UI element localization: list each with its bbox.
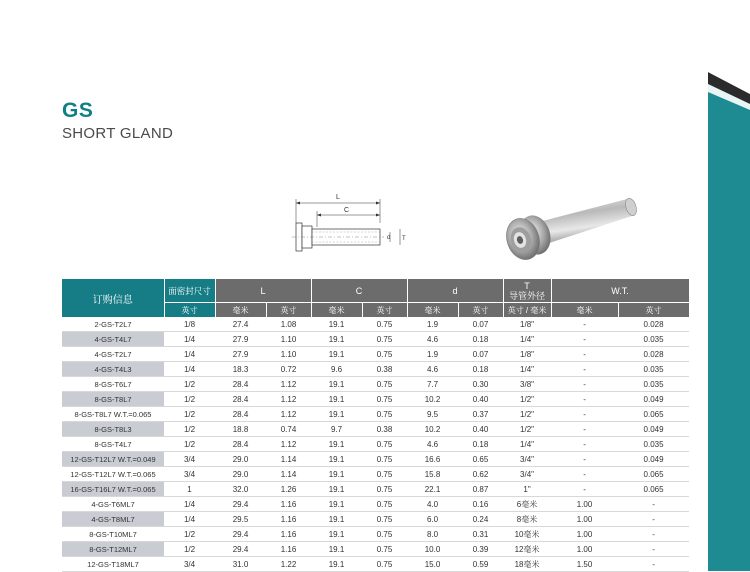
subheader-c-mm: 毫米	[311, 303, 362, 318]
cell-c-in: 0.38	[362, 362, 407, 377]
cell-part-number: 8-GS-T4L7	[62, 437, 164, 452]
cell-l-mm: 27.9	[215, 332, 266, 347]
cell-l-in: 1.16	[266, 527, 311, 542]
cell-wt-in: 0.049	[618, 452, 689, 467]
cell-l-mm: 32.0	[215, 482, 266, 497]
cell-c-in: 0.75	[362, 497, 407, 512]
cell-l-in: 1.16	[266, 542, 311, 557]
subheader-l-in: 英寸	[266, 303, 311, 318]
subheader-l-mm: 毫米	[215, 303, 266, 318]
cell-d-in: 0.87	[458, 482, 503, 497]
cell-d-mm: 15.8	[407, 467, 458, 482]
cell-d-in: 0.18	[458, 332, 503, 347]
cell-tube-od: 3/4"	[503, 452, 551, 467]
cell-d-mm: 4.0	[407, 497, 458, 512]
cell-wt-mm: -	[551, 362, 618, 377]
cell-l-in: 1.12	[266, 392, 311, 407]
cell-wt-mm: -	[551, 347, 618, 362]
cell-wt-in: 0.035	[618, 332, 689, 347]
cell-l-mm: 18.8	[215, 422, 266, 437]
product-photo	[495, 185, 640, 265]
cell-l-mm: 29.4	[215, 497, 266, 512]
cell-d-in: 0.59	[458, 557, 503, 572]
cell-part-number: 8-GS-T8L3	[62, 422, 164, 437]
cell-c-mm: 19.1	[311, 437, 362, 452]
cell-part-number: 2-GS-T2L7	[62, 317, 164, 332]
cell-part-number: 8-GS-T10ML7	[62, 527, 164, 542]
cell-l-in: 0.72	[266, 362, 311, 377]
drawing-label-l: L	[336, 194, 340, 201]
cell-seal-size: 1/2	[164, 527, 215, 542]
table-row	[62, 332, 689, 347]
cell-part-number: 4-GS-T8ML7	[62, 512, 164, 527]
cell-c-in: 0.75	[362, 407, 407, 422]
cell-tube-od: 1/4"	[503, 332, 551, 347]
cell-tube-od: 3/8"	[503, 377, 551, 392]
cell-d-in: 0.40	[458, 392, 503, 407]
cell-tube-od: 3/4"	[503, 467, 551, 482]
header-d: d	[407, 279, 503, 303]
cell-d-mm: 4.6	[407, 437, 458, 452]
cell-tube-od: 1/2"	[503, 392, 551, 407]
cell-l-in: 1.12	[266, 377, 311, 392]
technical-drawing	[280, 185, 420, 265]
table-row	[62, 542, 689, 557]
cell-d-mm: 9.5	[407, 407, 458, 422]
cell-wt-in: 0.065	[618, 482, 689, 497]
header-l: L	[215, 279, 311, 303]
cell-part-number: 4-GS-T4L7	[62, 332, 164, 347]
cell-c-mm: 19.1	[311, 497, 362, 512]
cell-l-mm: 29.0	[215, 467, 266, 482]
subheader-d-in: 英寸	[458, 303, 503, 318]
cell-d-mm: 4.6	[407, 332, 458, 347]
cell-c-mm: 19.1	[311, 557, 362, 572]
page-subtitle: SHORT GLAND	[62, 125, 174, 142]
cell-c-in: 0.75	[362, 347, 407, 362]
cell-wt-in: 0.065	[618, 467, 689, 482]
cell-l-in: 0.74	[266, 422, 311, 437]
cell-seal-size: 1/2	[164, 392, 215, 407]
cell-l-in: 1.14	[266, 467, 311, 482]
cell-wt-in: 0.028	[618, 317, 689, 332]
cell-wt-mm: -	[551, 407, 618, 422]
cell-d-mm: 22.1	[407, 482, 458, 497]
cell-c-in: 0.75	[362, 557, 407, 572]
cell-seal-size: 1/2	[164, 377, 215, 392]
cell-d-in: 0.18	[458, 362, 503, 377]
cell-tube-od: 6毫米	[503, 497, 551, 512]
cell-l-mm: 28.4	[215, 437, 266, 452]
header-seal-size: 面密封尺寸	[164, 279, 215, 303]
table-row	[62, 392, 689, 407]
cell-wt-mm: -	[551, 332, 618, 347]
cell-l-in: 1.22	[266, 557, 311, 572]
cell-c-mm: 19.1	[311, 527, 362, 542]
cell-d-in: 0.62	[458, 467, 503, 482]
table-row	[62, 422, 689, 437]
cell-wt-mm: -	[551, 377, 618, 392]
cell-d-in: 0.37	[458, 407, 503, 422]
table-row	[62, 467, 689, 482]
table-row	[62, 347, 689, 362]
drawing-label-c: C	[344, 207, 350, 214]
cell-part-number: 8-GS-T8L7 W.T.=0.065	[62, 407, 164, 422]
cell-d-mm: 4.6	[407, 362, 458, 377]
cell-wt-mm: 1.00	[551, 542, 618, 557]
header-t-symbol: T	[524, 280, 530, 291]
cell-tube-od: 18毫米	[503, 557, 551, 572]
cell-d-in: 0.30	[458, 377, 503, 392]
cell-l-mm: 18.3	[215, 362, 266, 377]
cell-d-in: 0.07	[458, 317, 503, 332]
header-order-info: 订购信息	[62, 279, 164, 317]
table-row	[62, 377, 689, 392]
cell-d-in: 0.07	[458, 347, 503, 362]
cell-l-mm: 28.4	[215, 392, 266, 407]
cell-c-mm: 19.1	[311, 452, 362, 467]
subheader-c-in: 英寸	[362, 303, 407, 318]
subheader-d-mm: 毫米	[407, 303, 458, 318]
cell-d-mm: 8.0	[407, 527, 458, 542]
cell-wt-mm: 1.50	[551, 557, 618, 572]
cell-wt-in: 0.065	[618, 407, 689, 422]
cell-l-in: 1.12	[266, 437, 311, 452]
table-body	[62, 317, 689, 572]
cell-l-in: 1.10	[266, 347, 311, 362]
cell-c-in: 0.75	[362, 542, 407, 557]
cell-tube-od: 1/8"	[503, 347, 551, 362]
cell-d-mm: 16.6	[407, 452, 458, 467]
cell-c-in: 0.75	[362, 467, 407, 482]
cell-tube-od: 1/4"	[503, 362, 551, 377]
subheader-wt-mm: 毫米	[551, 303, 618, 318]
cell-seal-size: 1/2	[164, 407, 215, 422]
cell-c-mm: 19.1	[311, 317, 362, 332]
cell-part-number: 8-GS-T8L7	[62, 392, 164, 407]
header-t-desc: 导管外径	[509, 290, 546, 301]
cell-d-in: 0.24	[458, 512, 503, 527]
cell-l-mm: 29.4	[215, 527, 266, 542]
drawing-label-d: d	[387, 235, 391, 241]
table-row	[62, 362, 689, 377]
cell-l-mm: 29.0	[215, 452, 266, 467]
cell-tube-od: 10毫米	[503, 527, 551, 542]
cell-wt-in: 0.035	[618, 362, 689, 377]
cell-l-mm: 27.9	[215, 347, 266, 362]
cell-l-mm: 29.5	[215, 512, 266, 527]
page-edge-decoration	[708, 0, 750, 571]
cell-wt-in: -	[618, 512, 689, 527]
cell-c-mm: 19.1	[311, 407, 362, 422]
cell-part-number: 12-GS-T12L7 W.T.=0.065	[62, 467, 164, 482]
cell-wt-in: -	[618, 542, 689, 557]
cell-c-in: 0.75	[362, 317, 407, 332]
cell-c-mm: 19.1	[311, 482, 362, 497]
cell-tube-od: 1"	[503, 482, 551, 497]
cell-d-mm: 10.2	[407, 392, 458, 407]
cell-wt-in: 0.049	[618, 392, 689, 407]
cell-c-mm: 19.1	[311, 377, 362, 392]
cell-c-in: 0.75	[362, 527, 407, 542]
cell-wt-mm: -	[551, 317, 618, 332]
cell-wt-in: -	[618, 497, 689, 512]
cell-l-mm: 27.4	[215, 317, 266, 332]
cell-l-mm: 31.0	[215, 557, 266, 572]
table-row	[62, 452, 689, 467]
cell-l-mm: 28.4	[215, 377, 266, 392]
cell-seal-size: 1/4	[164, 362, 215, 377]
cell-seal-size: 1/2	[164, 542, 215, 557]
cell-seal-size: 1/4	[164, 497, 215, 512]
cell-c-in: 0.75	[362, 377, 407, 392]
table-row	[62, 512, 689, 527]
cell-wt-mm: 1.00	[551, 512, 618, 527]
cell-d-mm: 10.0	[407, 542, 458, 557]
cell-wt-in: 0.035	[618, 377, 689, 392]
cell-l-in: 1.10	[266, 332, 311, 347]
cell-l-mm: 28.4	[215, 407, 266, 422]
cell-wt-mm: 1.00	[551, 497, 618, 512]
cell-c-in: 0.75	[362, 332, 407, 347]
cell-l-in: 1.08	[266, 317, 311, 332]
cell-c-mm: 19.1	[311, 512, 362, 527]
cell-d-mm: 7.7	[407, 377, 458, 392]
cell-seal-size: 3/4	[164, 452, 215, 467]
cell-wt-mm: 1.00	[551, 527, 618, 542]
cell-d-in: 0.31	[458, 527, 503, 542]
cell-c-mm: 19.1	[311, 347, 362, 362]
cell-wt-mm: -	[551, 422, 618, 437]
cell-c-mm: 19.1	[311, 467, 362, 482]
cell-seal-size: 1/2	[164, 437, 215, 452]
cell-c-in: 0.38	[362, 422, 407, 437]
cell-part-number: 4-GS-T2L7	[62, 347, 164, 362]
cell-c-in: 0.75	[362, 437, 407, 452]
cell-part-number: 4-GS-T4L3	[62, 362, 164, 377]
table-row	[62, 497, 689, 512]
cell-wt-in: 0.035	[618, 437, 689, 452]
cell-tube-od: 1/2"	[503, 422, 551, 437]
page-title: GS	[62, 99, 94, 122]
cell-part-number: 4-GS-T6ML7	[62, 497, 164, 512]
cell-d-mm: 1.9	[407, 317, 458, 332]
cell-l-in: 1.16	[266, 497, 311, 512]
cell-part-number: 12-GS-T12L7 W.T.=0.049	[62, 452, 164, 467]
table-row	[62, 527, 689, 542]
cell-seal-size: 3/4	[164, 557, 215, 572]
cell-tube-od: 12毫米	[503, 542, 551, 557]
cell-tube-od: 1/2"	[503, 407, 551, 422]
cell-d-in: 0.39	[458, 542, 503, 557]
table-header-row	[62, 279, 689, 303]
cell-tube-od: 1/8"	[503, 317, 551, 332]
spec-table	[62, 279, 690, 572]
cell-c-in: 0.75	[362, 482, 407, 497]
cell-d-in: 0.40	[458, 422, 503, 437]
table-row	[62, 407, 689, 422]
cell-part-number: 8-GS-T12ML7	[62, 542, 164, 557]
cell-seal-size: 1/8	[164, 317, 215, 332]
cell-c-mm: 19.1	[311, 542, 362, 557]
table-row	[62, 557, 689, 572]
cell-wt-mm: -	[551, 392, 618, 407]
cell-part-number: 16-GS-T16L7 W.T.=0.065	[62, 482, 164, 497]
table-row	[62, 317, 689, 332]
cell-d-in: 0.65	[458, 452, 503, 467]
table-row	[62, 437, 689, 452]
table-row	[62, 482, 689, 497]
cell-l-in: 1.16	[266, 512, 311, 527]
cell-c-mm: 19.1	[311, 392, 362, 407]
cell-d-mm: 15.0	[407, 557, 458, 572]
cell-seal-size: 1/4	[164, 512, 215, 527]
cell-tube-od: 1/4"	[503, 437, 551, 452]
subheader-wt-in: 英寸	[618, 303, 689, 318]
cell-wt-mm: -	[551, 482, 618, 497]
cell-wt-in: -	[618, 527, 689, 542]
cell-wt-mm: -	[551, 437, 618, 452]
subheader-seal: 英寸	[164, 303, 215, 318]
cell-d-mm: 1.9	[407, 347, 458, 362]
cell-wt-mm: -	[551, 467, 618, 482]
cell-c-mm: 9.6	[311, 362, 362, 377]
cell-d-in: 0.18	[458, 437, 503, 452]
cell-d-mm: 10.2	[407, 422, 458, 437]
cell-seal-size: 1	[164, 482, 215, 497]
cell-c-in: 0.75	[362, 452, 407, 467]
cell-l-in: 1.26	[266, 482, 311, 497]
cell-c-mm: 9.7	[311, 422, 362, 437]
cell-tube-od: 8毫米	[503, 512, 551, 527]
cell-c-in: 0.75	[362, 392, 407, 407]
header-t	[503, 279, 551, 303]
cell-l-in: 1.14	[266, 452, 311, 467]
cell-seal-size: 1/4	[164, 332, 215, 347]
cell-part-number: 12-GS-T18ML7	[62, 557, 164, 572]
cell-c-mm: 19.1	[311, 332, 362, 347]
cell-d-mm: 6.0	[407, 512, 458, 527]
cell-part-number: 8-GS-T6L7	[62, 377, 164, 392]
cell-wt-in: -	[618, 557, 689, 572]
cell-d-in: 0.16	[458, 497, 503, 512]
drawing-label-t: T	[402, 236, 406, 242]
subheader-t: 英寸 / 毫米	[503, 303, 551, 318]
cell-wt-in: 0.028	[618, 347, 689, 362]
cell-wt-in: 0.049	[618, 422, 689, 437]
cell-seal-size: 1/4	[164, 347, 215, 362]
cell-seal-size: 3/4	[164, 467, 215, 482]
cell-seal-size: 1/2	[164, 422, 215, 437]
cell-l-in: 1.12	[266, 407, 311, 422]
cell-c-in: 0.75	[362, 512, 407, 527]
header-wt: W.T.	[551, 279, 689, 303]
cell-l-mm: 29.4	[215, 542, 266, 557]
cell-wt-mm: -	[551, 452, 618, 467]
header-c: C	[311, 279, 407, 303]
